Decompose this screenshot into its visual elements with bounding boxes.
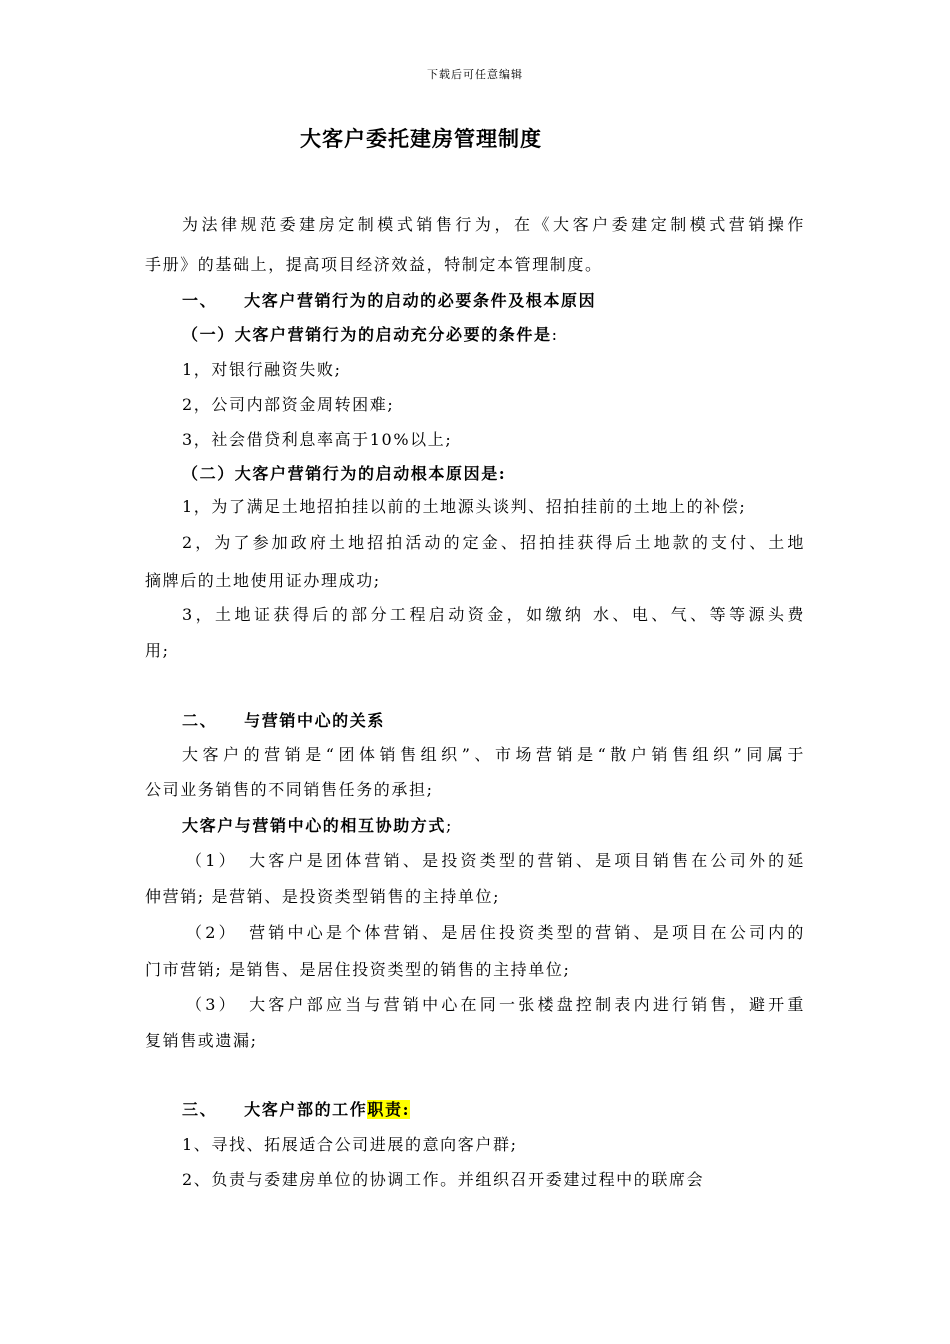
list-item: 1，为了满足土地招拍挂以前的土地源头谈判、招拍挂前的土地上的补偿; <box>182 497 747 516</box>
list-item-continuation: 复销售或遗漏; <box>145 1031 258 1050</box>
section-1-title: 大客户营销行为的启动的必要条件及根本原因 <box>244 291 597 310</box>
intro-line-1: 为法律规范委建房定制模式销售行为，在《大客户委建定制模式营销操作 <box>182 215 805 234</box>
section-1-number: 一、 <box>182 291 218 310</box>
list-item: 1，对银行融资失败; <box>182 360 342 379</box>
highlighted-text: 职责: <box>367 1100 411 1119</box>
subsection-2-heading: （二）大客户营销行为的启动根本原因是: <box>182 464 507 483</box>
subsection-colon: ; <box>446 816 454 835</box>
subsection-1-title: （一）大客户营销行为的启动充分必要的条件是 <box>182 325 552 344</box>
paragraph-line: 公司业务销售的不同销售任务的承担; <box>145 780 434 799</box>
intro-line-2: 手册》的基础上，提高项目经济效益，特制定本管理制度。 <box>145 255 603 274</box>
page-header: 下载后可任意编辑 <box>427 68 523 81</box>
subsection-heading <box>182 813 453 836</box>
list-item-continuation: 门市营销; 是销售、是居住投资类型的销售的主持单位; <box>145 960 571 979</box>
section-2-title: 与营销中心的关系 <box>244 711 385 730</box>
list-item: （3） 大客户部应当与营销中心在同一张楼盘控制表内进行销售，避开重 <box>186 995 805 1014</box>
list-item: （1） 大客户是团体营销、是投资类型的营销、是项目销售在公司外的延 <box>186 851 805 870</box>
subsection-1-colon: : <box>551 325 559 344</box>
subsection-title: 大客户与营销中心的相互协助方式 <box>182 816 447 835</box>
section-3-heading <box>182 1097 410 1120</box>
section-1-heading <box>182 288 596 311</box>
list-item-continuation: 摘牌后的土地使用证办理成功; <box>145 571 381 590</box>
section-3-title: 大客户部的工作 <box>244 1100 368 1119</box>
list-item-continuation: 伸营销; 是营销、是投资类型销售的主持单位; <box>145 887 501 906</box>
document-title: 大客户委托建房管理制度 <box>300 127 542 151</box>
list-item: 1、寻找、拓展适合公司进展的意向客户群; <box>182 1135 518 1154</box>
paragraph-line: 大客户的营销是“团体销售组织”、市场营销是“散户销售组织”同属于 <box>182 745 805 764</box>
list-item: 3，社会借贷利息率高于10%以上; <box>182 430 453 449</box>
list-item: 2、负责与委建房单位的协调工作。并组织召开委建过程中的联席会 <box>182 1170 705 1189</box>
list-item: 2，为了参加政府土地招拍活动的定金、招拍挂获得后土地款的支付、土地 <box>182 533 805 552</box>
section-3-number: 三、 <box>182 1100 218 1119</box>
list-item: 3，土地证获得后的部分工程启动资金，如缴纳 水、电、气、等等源头费 <box>182 605 805 624</box>
list-item: 2，公司内部资金周转困难; <box>182 395 395 414</box>
section-2-heading <box>182 708 385 731</box>
list-item-continuation: 用; <box>145 641 170 660</box>
section-2-number: 二、 <box>182 711 218 730</box>
list-item: （2） 营销中心是个体营销、是居住投资类型的营销、是项目在公司内的 <box>186 923 805 942</box>
subsection-1-heading <box>182 322 559 345</box>
